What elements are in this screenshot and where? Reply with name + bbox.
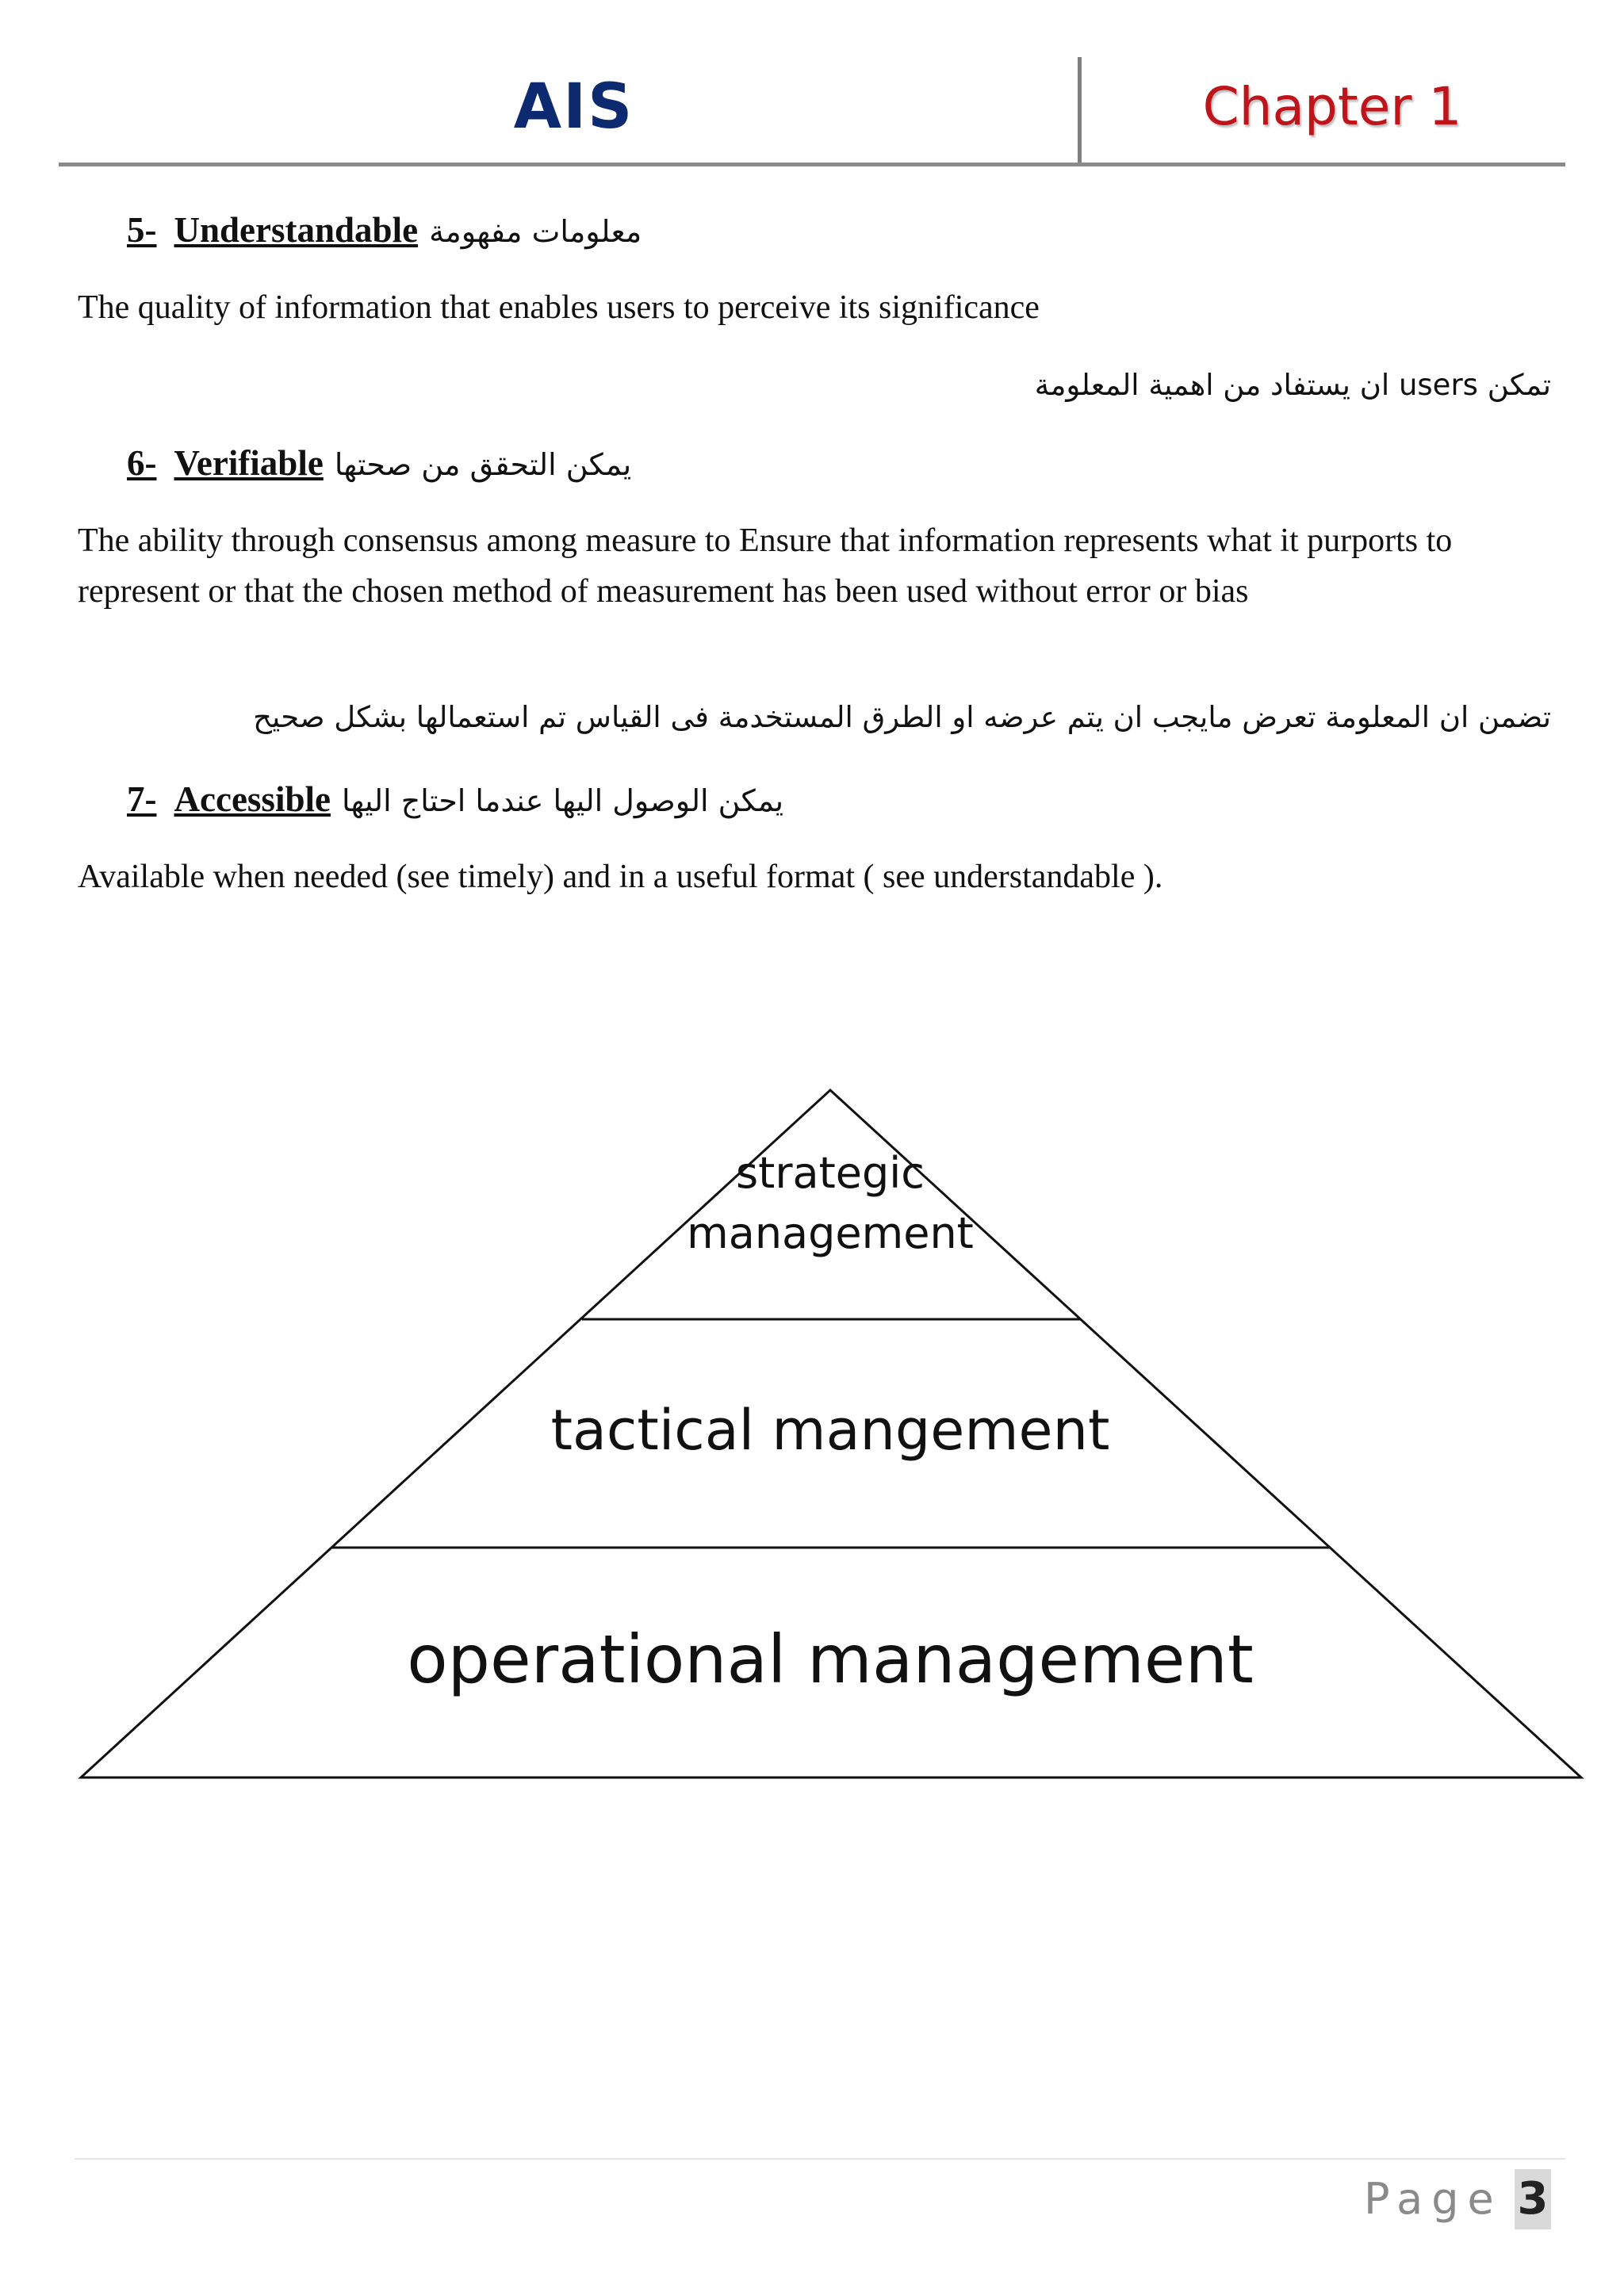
- section-term-arabic: يمكن الوصول اليها عندما احتاج اليها: [341, 783, 784, 818]
- section-number: 6-: [127, 443, 157, 483]
- section-definition-arabic: تمكن users ان يستفاد من اهمية المعلومة: [1034, 368, 1551, 402]
- section-term-arabic: يمكن التحقق من صحتها: [334, 447, 632, 482]
- section-number: 7-: [127, 779, 157, 819]
- section-term: Verifiable: [174, 443, 324, 483]
- ais-logo: AIS: [513, 71, 634, 143]
- pyramid-level-strategic-line1: strategic: [736, 1148, 925, 1198]
- section-number: 5-: [127, 210, 157, 250]
- section-definition-arabic: تضمن ان المعلومة تعرض مايجب ان يتم عرضه او الطرق المستخدمة فى القياس تم استعمالها بشكل صحيح: [253, 700, 1551, 734]
- section-definition: The quality of information that enables users to perceive its significance: [78, 289, 1040, 326]
- section-term: Understandable: [174, 210, 419, 250]
- pyramid-level-operational: operational management: [407, 1621, 1254, 1698]
- page-label: Page: [1364, 2174, 1503, 2224]
- pyramid-level-tactical: tactical mangement: [550, 1398, 1110, 1463]
- section-definition: The ability through consensus among measure to Ensure that information represents what it purports to represent or that the chosen method of measurement has been used without error or bias: [78, 522, 1453, 610]
- pyramid-level-strategic-line2: management: [687, 1208, 974, 1258]
- footer-rule: [75, 2158, 1565, 2160]
- section-definition: Available when needed (see timely) and in a useful format ( see understandable ).: [78, 859, 1163, 895]
- section-term: Accessible: [174, 779, 331, 819]
- chapter-label: Chapter 1: [1202, 76, 1462, 137]
- section-term-arabic: معلومات مفهومة: [429, 214, 642, 249]
- page-number: 3: [1515, 2169, 1551, 2229]
